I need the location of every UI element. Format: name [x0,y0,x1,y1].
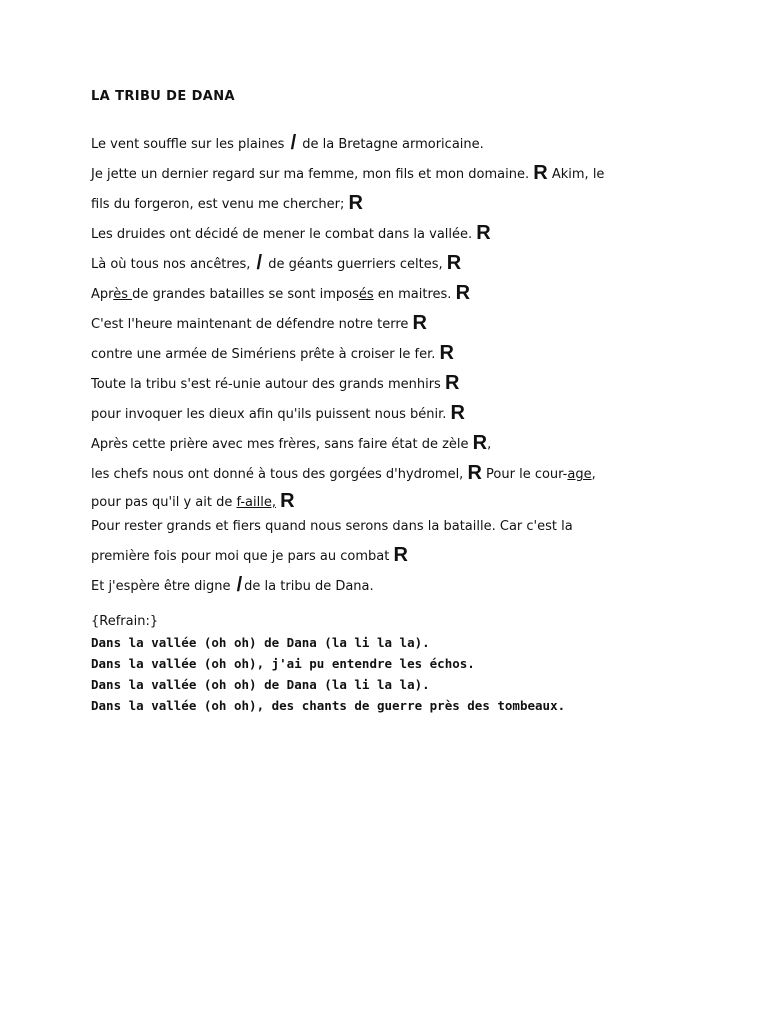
verse-text: contre une armée de Simériens prête à croiser le fer. [91,347,440,362]
verse-text: pour pas qu'il y ait de [91,495,237,510]
verse-line [91,570,691,600]
verse-text: de la Bretagne armoricaine. [298,137,484,152]
repeat-mark: R [439,342,454,364]
verse-text: Là où tous nos ancêtres, [91,257,255,272]
verse-text: Et j'espère être digne [91,579,235,594]
underlined-text: age [567,467,592,482]
verse-text: Les druides ont décidé de mener le combat dans la vallée. [91,227,477,242]
verse-line [91,428,691,458]
verse-text: C'est l'heure maintenant de défendre notre terre [91,317,413,332]
repeat-mark: R [450,402,465,424]
verse-line [91,368,691,398]
verse-line [91,278,691,308]
repeat-mark: R [472,432,488,454]
verse-text: Toute la tribu s'est ré-unie autour des grands menhirs [91,377,445,392]
underlined-text: ès [113,287,133,302]
verse-text: , [591,467,596,482]
verse-line [91,458,691,488]
verse-text: les chefs nous ont donné à tous des gorgées d'hydromel, [91,467,468,482]
verse-line [91,158,691,188]
refrain-line: Dans la vallée (oh oh), des chants de guerre près des tombeaux. [91,698,566,713]
repeat-mark: R [455,282,471,304]
verse-line [91,488,691,514]
underlined-text: és [358,287,374,302]
pause-mark: / [236,574,243,596]
repeat-mark: R [444,372,460,394]
verse-text: Je jette un dernier regard sur ma femme, mon fils et mon domaine. [91,167,534,182]
verse-text: fils du forgeron, est venu me chercher; [91,197,349,212]
verse-line [91,398,691,428]
verse-block [91,128,691,600]
verse-line [91,308,691,338]
repeat-mark: R [533,162,548,184]
repeat-mark: R [393,544,408,566]
refrain-line: Dans la vallée (oh oh) de Dana (la li la la). [91,635,430,650]
refrain-block [91,632,691,716]
document-page [91,88,691,716]
verse-text: Pour le cour- [481,467,568,482]
underlined-text: f-aille, [236,495,276,510]
verse-line [91,514,691,540]
repeat-mark: R [467,462,482,484]
verse-text: de géants guerriers celtes, [264,257,447,272]
document-title: LA TRIBU DE DANA [91,89,235,104]
repeat-mark: R [348,192,363,214]
repeat-mark: R [476,222,491,244]
verse-line [91,188,691,218]
verse-text: Le vent souffle sur les plaines [91,137,289,152]
verse-text: en maitres. [373,287,456,302]
refrain-line: Dans la vallée (oh oh) de Dana (la li la la). [91,677,430,692]
verse-line [91,248,691,278]
verse-text: de la tribu de Dana. [244,579,374,594]
refrain-label: {Refrain:} [91,614,159,629]
verse-line [91,128,691,158]
verse-text: Pour rester grands et fiers quand nous serons dans la bataille. Car c'est la [91,519,573,534]
verse-line [91,218,691,248]
verse-text: première fois pour moi que je pars au combat [91,549,394,564]
pause-mark: / [290,132,297,154]
verse-text: Apr [91,287,114,302]
repeat-mark: R [412,312,427,334]
verse-text: Akim, le [547,167,605,182]
repeat-mark: R [446,252,462,274]
verse-line [91,540,691,570]
repeat-mark: R [280,490,295,512]
verse-text: Après cette prière avec mes frères, sans faire état de zèle [91,437,473,452]
verse-text: pour invoquer les dieux afin qu'ils puissent nous bénir. [91,407,451,422]
verse-text: , [487,437,492,452]
verse-text: de grandes batailles se sont impos [132,287,359,302]
pause-mark: / [256,252,263,274]
verse-line [91,338,691,368]
refrain-line: Dans la vallée (oh oh), j'ai pu entendre les échos. [91,656,475,671]
